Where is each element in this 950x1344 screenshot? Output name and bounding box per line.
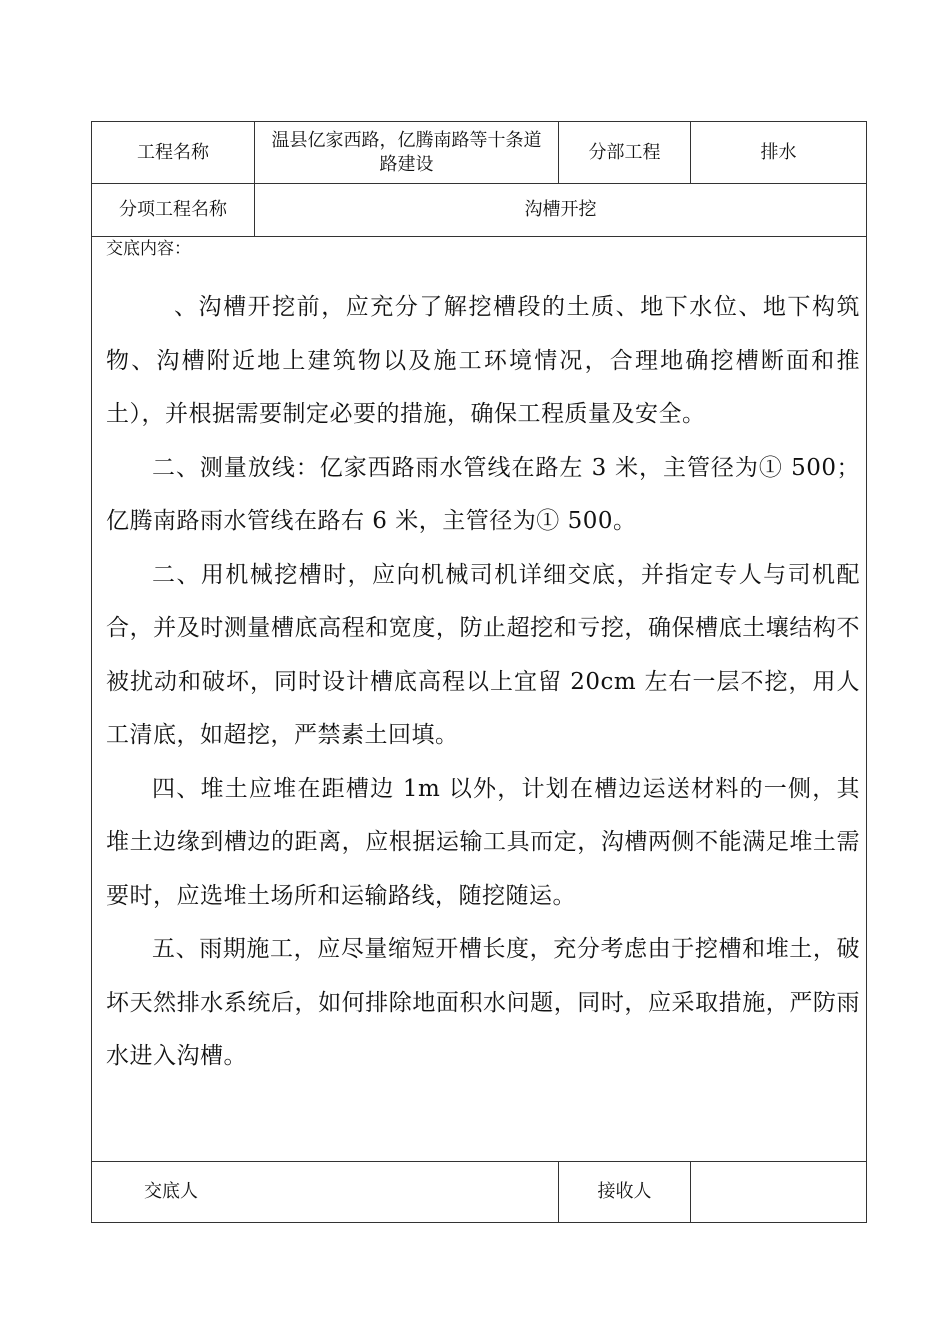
subitem-row bbox=[92, 184, 866, 237]
project-name-value: 温县亿家西路，亿腾南路等十条道路建设 bbox=[255, 122, 559, 183]
project-info-row bbox=[92, 122, 866, 184]
receiver-label: 接收人 bbox=[559, 1162, 691, 1222]
subitem-value: 沟槽开挖 bbox=[524, 199, 597, 220]
subitem-label: 分项工程名称 bbox=[92, 184, 255, 236]
content-paragraph-2: 二、测量放线：亿家西路雨水管线在路左 3 米，主管径为① 500；亿腾南路雨水管线在路右 6 米，主管径为① 500。 bbox=[106, 454, 860, 534]
division-value: 排水 bbox=[760, 141, 797, 163]
content-paragraph-4: 四、堆土应堆在距槽边 1m 以外，计划在槽边运送材料的一侧，其堆土边缘到槽边的距离，应根据运输工具而定，沟槽两侧不能满足堆土需要时，应选堆土场所和运输路线，随挖随运。 bbox=[106, 775, 860, 909]
disclosure-content-row bbox=[92, 237, 866, 1162]
content-paragraph-1: 、沟槽开挖前，应充分了解挖槽段的土质、地下水位、地下构筑物、沟槽附近地上建筑物以及施工环境情况，合理地确挖槽断面和推土），并根据需要制定必要的措施，确保工程质量及安全。 bbox=[106, 294, 860, 427]
discloser-label: 交底人 bbox=[92, 1162, 559, 1222]
project-name-label: 工程名称 bbox=[92, 122, 255, 183]
signature-row bbox=[92, 1162, 866, 1222]
content-heading: 交底内容： bbox=[106, 239, 191, 259]
division-label: 分部工程 bbox=[559, 122, 691, 183]
content-paragraph-3: 二、用机械挖槽时，应向机械司机详细交底，并指定专人与司机配合，并及时测量槽底高程和宽度，防止超挖和亏挖，确保槽底土壤结构不被扰动和破坏，同时设计槽底高程以上宜留 20cm 左右一层不挖，用人工清底，如超挖，严禁素土回填。 bbox=[106, 561, 860, 748]
receiver-signature-field[interactable] bbox=[691, 1162, 866, 1222]
content-paragraph-5: 五、雨期施工，应尽量缩短开槽长度，充分考虑由于挖槽和堆土，破坏天然排水系统后，如何排除地面积水问题，同时，应采取措施，严防雨水进入沟槽。 bbox=[106, 936, 860, 1069]
disclosure-content bbox=[106, 237, 860, 1084]
disclosure-form-table bbox=[91, 121, 867, 1223]
